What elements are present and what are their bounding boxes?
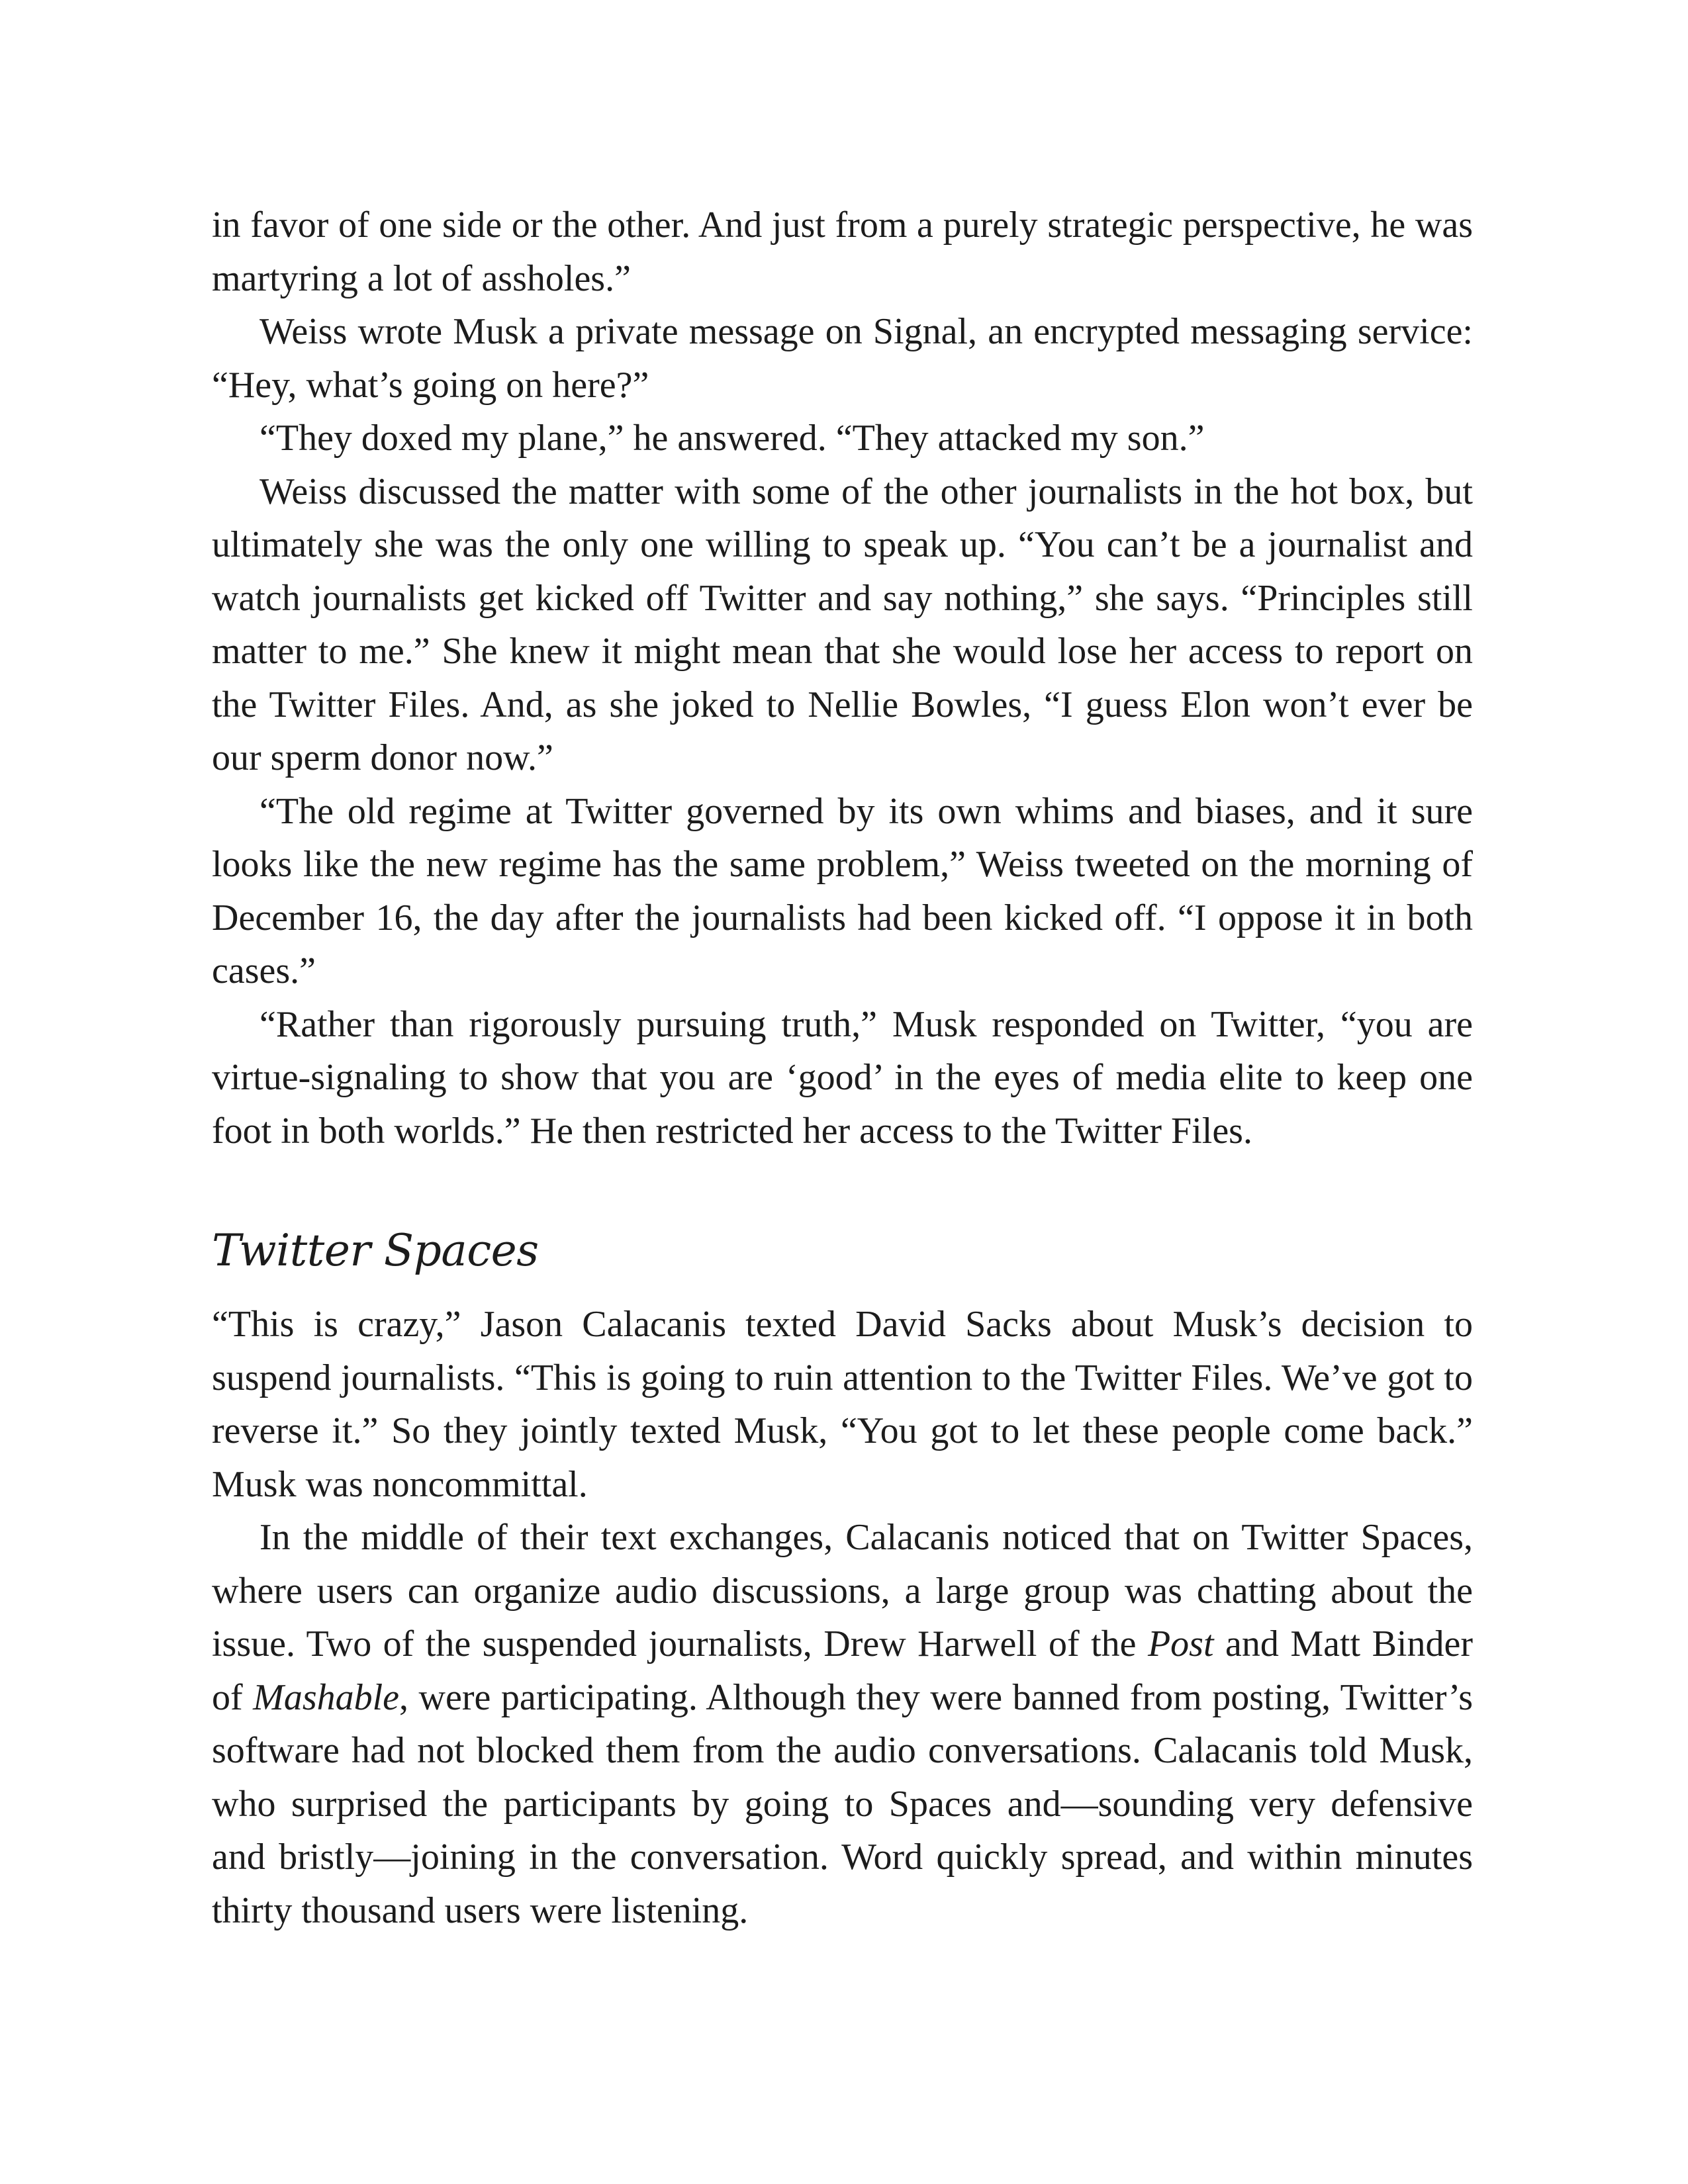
publication-name-mashable: Mashable [253, 1676, 400, 1718]
paragraph-weiss-discussion: Weiss discussed the matter with some of the other journalists in the hot box, but ultimately she was the only one willing to speak up. “You can’t be a journalist and watch journalists get kicked off Twitter and say nothing,” she says. “Principles still matter to me.” She knew it might mean that she would lose her access to report on the Twitter Files. And, as she joked to Nellie Bowles, “I guess Elon won’t ever be our sperm donor now.” [212, 471, 1473, 778]
paragraph-text-segment: , were participating. Although they were banned from posting, Twitter’s software had not blocked them from the audio conversations. Calacanis told Musk, who surprised the participants by going to Spaces and—sounding very defensive and bristly—joining in the conversation. Word quickly spread, and within minutes thirty thousand users were listening. [212, 1676, 1473, 1931]
paragraph-text-segment: and Matt Binder of [212, 1623, 1473, 1718]
paragraph-text-segment: In the middle of their text exchanges, Calacanis noticed that on Twitter Spaces, where users can organize audio discussions, a large group was chatting about the issue. Two of the suspended journalists, Drew Harwell of the [212, 1517, 1473, 1664]
book-page [212, 199, 1473, 1937]
paragraph-weiss-tweet: “The old regime at Twitter governed by its own whims and biases, and it sure looks like the new regime has the same problem,” Weiss tweeted on the morning of December 16, the day after the journalists had been kicked off. “I oppose it in both cases.” [212, 790, 1473, 991]
paragraph-continuation: in favor of one side or the other. And just from a purely strategic perspective, he was martyring a lot of assholes.” [212, 205, 1473, 299]
paragraph-musk-response: “Rather than rigorously pursuing truth,” Musk responded on Twitter, “you are virtue-signaling to show that you are ‘good’ in the eyes of media elite to keep one foot in both worlds.” He then restricted her access to the Twitter Files. [212, 1003, 1473, 1152]
paragraph-spaces-conversation [212, 1511, 1473, 1937]
section-heading: Twitter Spaces [212, 1225, 539, 1276]
publication-name-post: Post [1147, 1623, 1214, 1664]
paragraph-signal-message: Weiss wrote Musk a private message on Signal, an encrypted messaging service: “Hey, what’s going on here?” [212, 311, 1473, 406]
paragraph-calacanis-texts: “This is crazy,” Jason Calacanis texted David Sacks about Musk’s decision to suspend journalists. “This is going to ruin attention to the Twitter Files. We’ve got to reverse it.” So they jointly texted Musk, “You got to let these people come back.” Musk was noncommittal. [212, 1304, 1473, 1505]
paragraph-musk-answer: “They doxed my plane,” he answered. “They attacked my son.” [259, 418, 1205, 459]
